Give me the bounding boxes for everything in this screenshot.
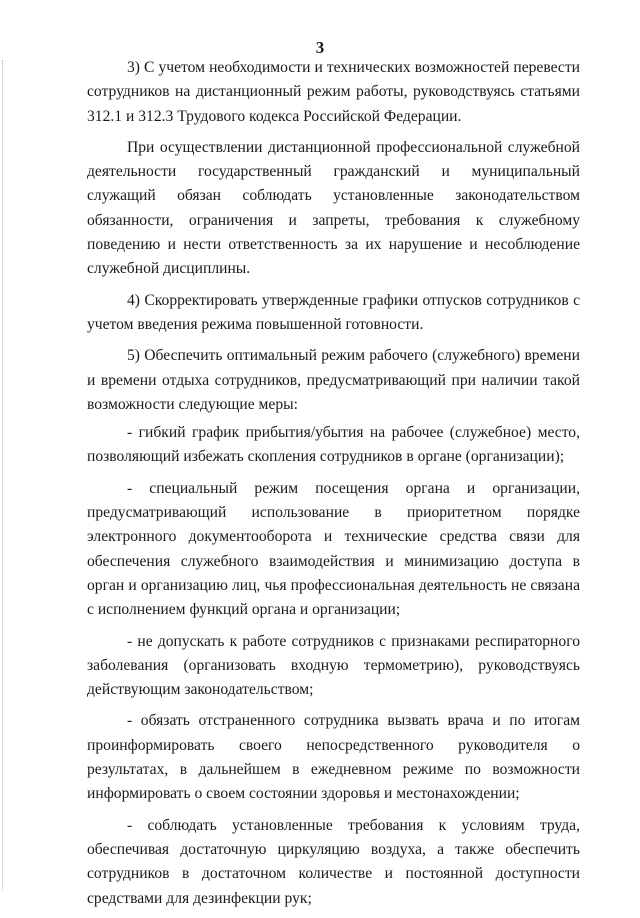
paragraph-vacation-schedules: 4) Скорректировать утвержденные графики отпусков сотрудников с учетом введения режима повышенной готовности.: [87, 291, 580, 333]
list-item-flexible-schedule: - гибкий график прибытия/убытия на рабочее (служебное) место, позволяющий избежать скопления сотрудников в органе (организации);: [87, 424, 580, 466]
list-item-working-conditions: - соблюдать установленные требования к условиям труда, обеспечивая достаточную циркуляцию воздуха, а также обеспечить сотрудников в достаточном количестве и постоянной доступности средствами для дезинфекции рук;: [87, 816, 580, 907]
list-item-special-visit-regime: - специальный режим посещения органа и организации, предусматривающий использование в приоритетном порядке электронного документооборота и технические средства связи для обеспечения служебного взаимодействия и минимизацию доступа в орган и организацию лиц, чья профессиональная деятельность не связана с исполнением функций органа и организации;: [87, 479, 580, 619]
paragraph-work-regime: 5) Обеспечить оптимальный режим рабочего (служебного) времени и времени отдыха сотрудников, предусматривающий при наличии такой возможности следующие меры:: [87, 347, 580, 413]
list-item-call-doctor: - обязать отстраненного сотрудника вызвать врача и по итогам проинформировать своего непосредственного руководителя о результатах, в дальнейшем в ежедневном режиме по возможности информировать о своем состоянии здоровья и местонахождении;: [87, 712, 580, 803]
page-number: 3: [315, 38, 325, 57]
paragraph-duties: При осуществлении дистанционной профессиональной служебной деятельности государственный гражданский и муниципальный служащий обязан соблюдать установленные законодательством обязанности, ограничения и запреты, требования к служебному поведению и нести ответственность за их нарушение и несоблюдение служебной дисциплины.: [87, 138, 580, 278]
paragraph-remote-work: 3) С учетом необходимости и технических возможностей перевести сотрудников на дистанционный режим работы, руководствуясь статьями 312.1 и 312.3 Трудового кодекса Российской Федерации.: [87, 59, 580, 125]
document-body: [87, 56, 580, 918]
scan-edge-divider: [2, 60, 3, 890]
list-item-no-sick-employees: - не допускать к работе сотрудников с признаками респираторного заболевания (организовать входную термометрию), руководствуясь действующим законодательством;: [87, 632, 580, 699]
